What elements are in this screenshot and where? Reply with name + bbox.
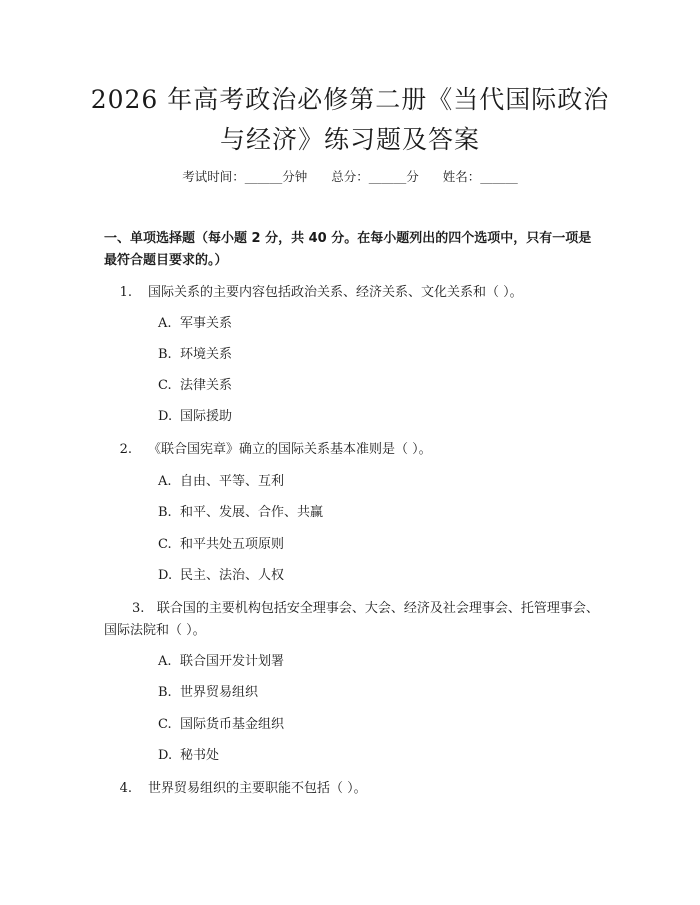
option-text: 和平、发展、合作、共赢 <box>180 505 324 520</box>
option-letter: A. <box>158 474 172 489</box>
question-3-option-b <box>158 683 258 703</box>
option-letter: D. <box>158 409 173 424</box>
option-letter: A. <box>158 316 172 331</box>
option-letter: A. <box>158 654 172 669</box>
option-letter: C. <box>158 717 172 732</box>
question-text: 《联合国宪章》确立的国际关系基本准则是（ ）。 <box>148 442 432 457</box>
exam-time: 考试时间：______分钟 <box>182 169 308 184</box>
option-text: 民主、法治、人权 <box>180 568 285 583</box>
option-text: 环境关系 <box>180 347 233 362</box>
question-number: 4. <box>119 781 132 796</box>
option-text: 自由、平等、互利 <box>180 474 285 489</box>
question-text: 联合国的主要机构包括安全理事会、大会、经济及社会理事会、托管理事会、国际法院和（ ）。 <box>104 601 599 638</box>
question-3 <box>104 598 604 642</box>
option-letter: C. <box>158 537 172 552</box>
option-text: 国际援助 <box>180 409 233 424</box>
question-2 <box>104 439 604 461</box>
option-letter: B. <box>158 347 172 362</box>
question-number: 2. <box>119 442 132 457</box>
question-2-option-b <box>158 503 323 523</box>
question-1-option-a <box>158 314 232 334</box>
section-heading: 一、单项选择题（每小题 2 分，共 40 分。在每小题列出的四个选项中，只有一项是最符合题目要求的。） <box>104 231 592 268</box>
option-text: 秘书处 <box>180 748 220 763</box>
question-1 <box>104 282 604 304</box>
question-3-option-c <box>158 715 284 735</box>
question-2-option-c <box>158 535 284 555</box>
option-text: 联合国开发计划署 <box>180 654 285 669</box>
question-2-option-d <box>158 566 284 586</box>
question-number: 3. <box>132 601 145 616</box>
option-letter: B. <box>158 505 172 520</box>
option-letter: B. <box>158 685 172 700</box>
option-text: 法律关系 <box>180 378 233 393</box>
option-letter: D. <box>158 748 173 763</box>
exam-total-score: 总分：______分 <box>331 169 419 184</box>
title-line-1: 2026 年高考政治必修第二册《当代国际政治 <box>90 85 610 114</box>
option-letter: D. <box>158 568 173 583</box>
question-2-option-a <box>158 472 284 492</box>
question-4 <box>104 778 604 800</box>
question-text: 世界贸易组织的主要职能不包括（ ）。 <box>148 781 367 796</box>
question-3-option-a <box>158 652 284 672</box>
option-text: 国际货币基金组织 <box>180 717 285 732</box>
title-line-2: 与经济》练习题及答案 <box>219 125 480 154</box>
question-number: 1. <box>119 285 132 300</box>
option-letter: C. <box>158 378 172 393</box>
question-1-option-d <box>158 407 232 427</box>
question-text: 国际关系的主要内容包括政治关系、经济关系、文化关系和（ ）。 <box>148 285 523 300</box>
exam-name-field: 姓名：______ <box>442 169 518 184</box>
exam-meta <box>0 168 700 186</box>
option-text: 和平共处五项原则 <box>180 537 285 552</box>
question-3-option-d <box>158 746 219 766</box>
option-text: 世界贸易组织 <box>180 685 259 700</box>
document-title <box>60 80 640 160</box>
question-1-option-c <box>158 376 232 396</box>
option-text: 军事关系 <box>180 316 233 331</box>
question-1-option-b <box>158 345 232 365</box>
